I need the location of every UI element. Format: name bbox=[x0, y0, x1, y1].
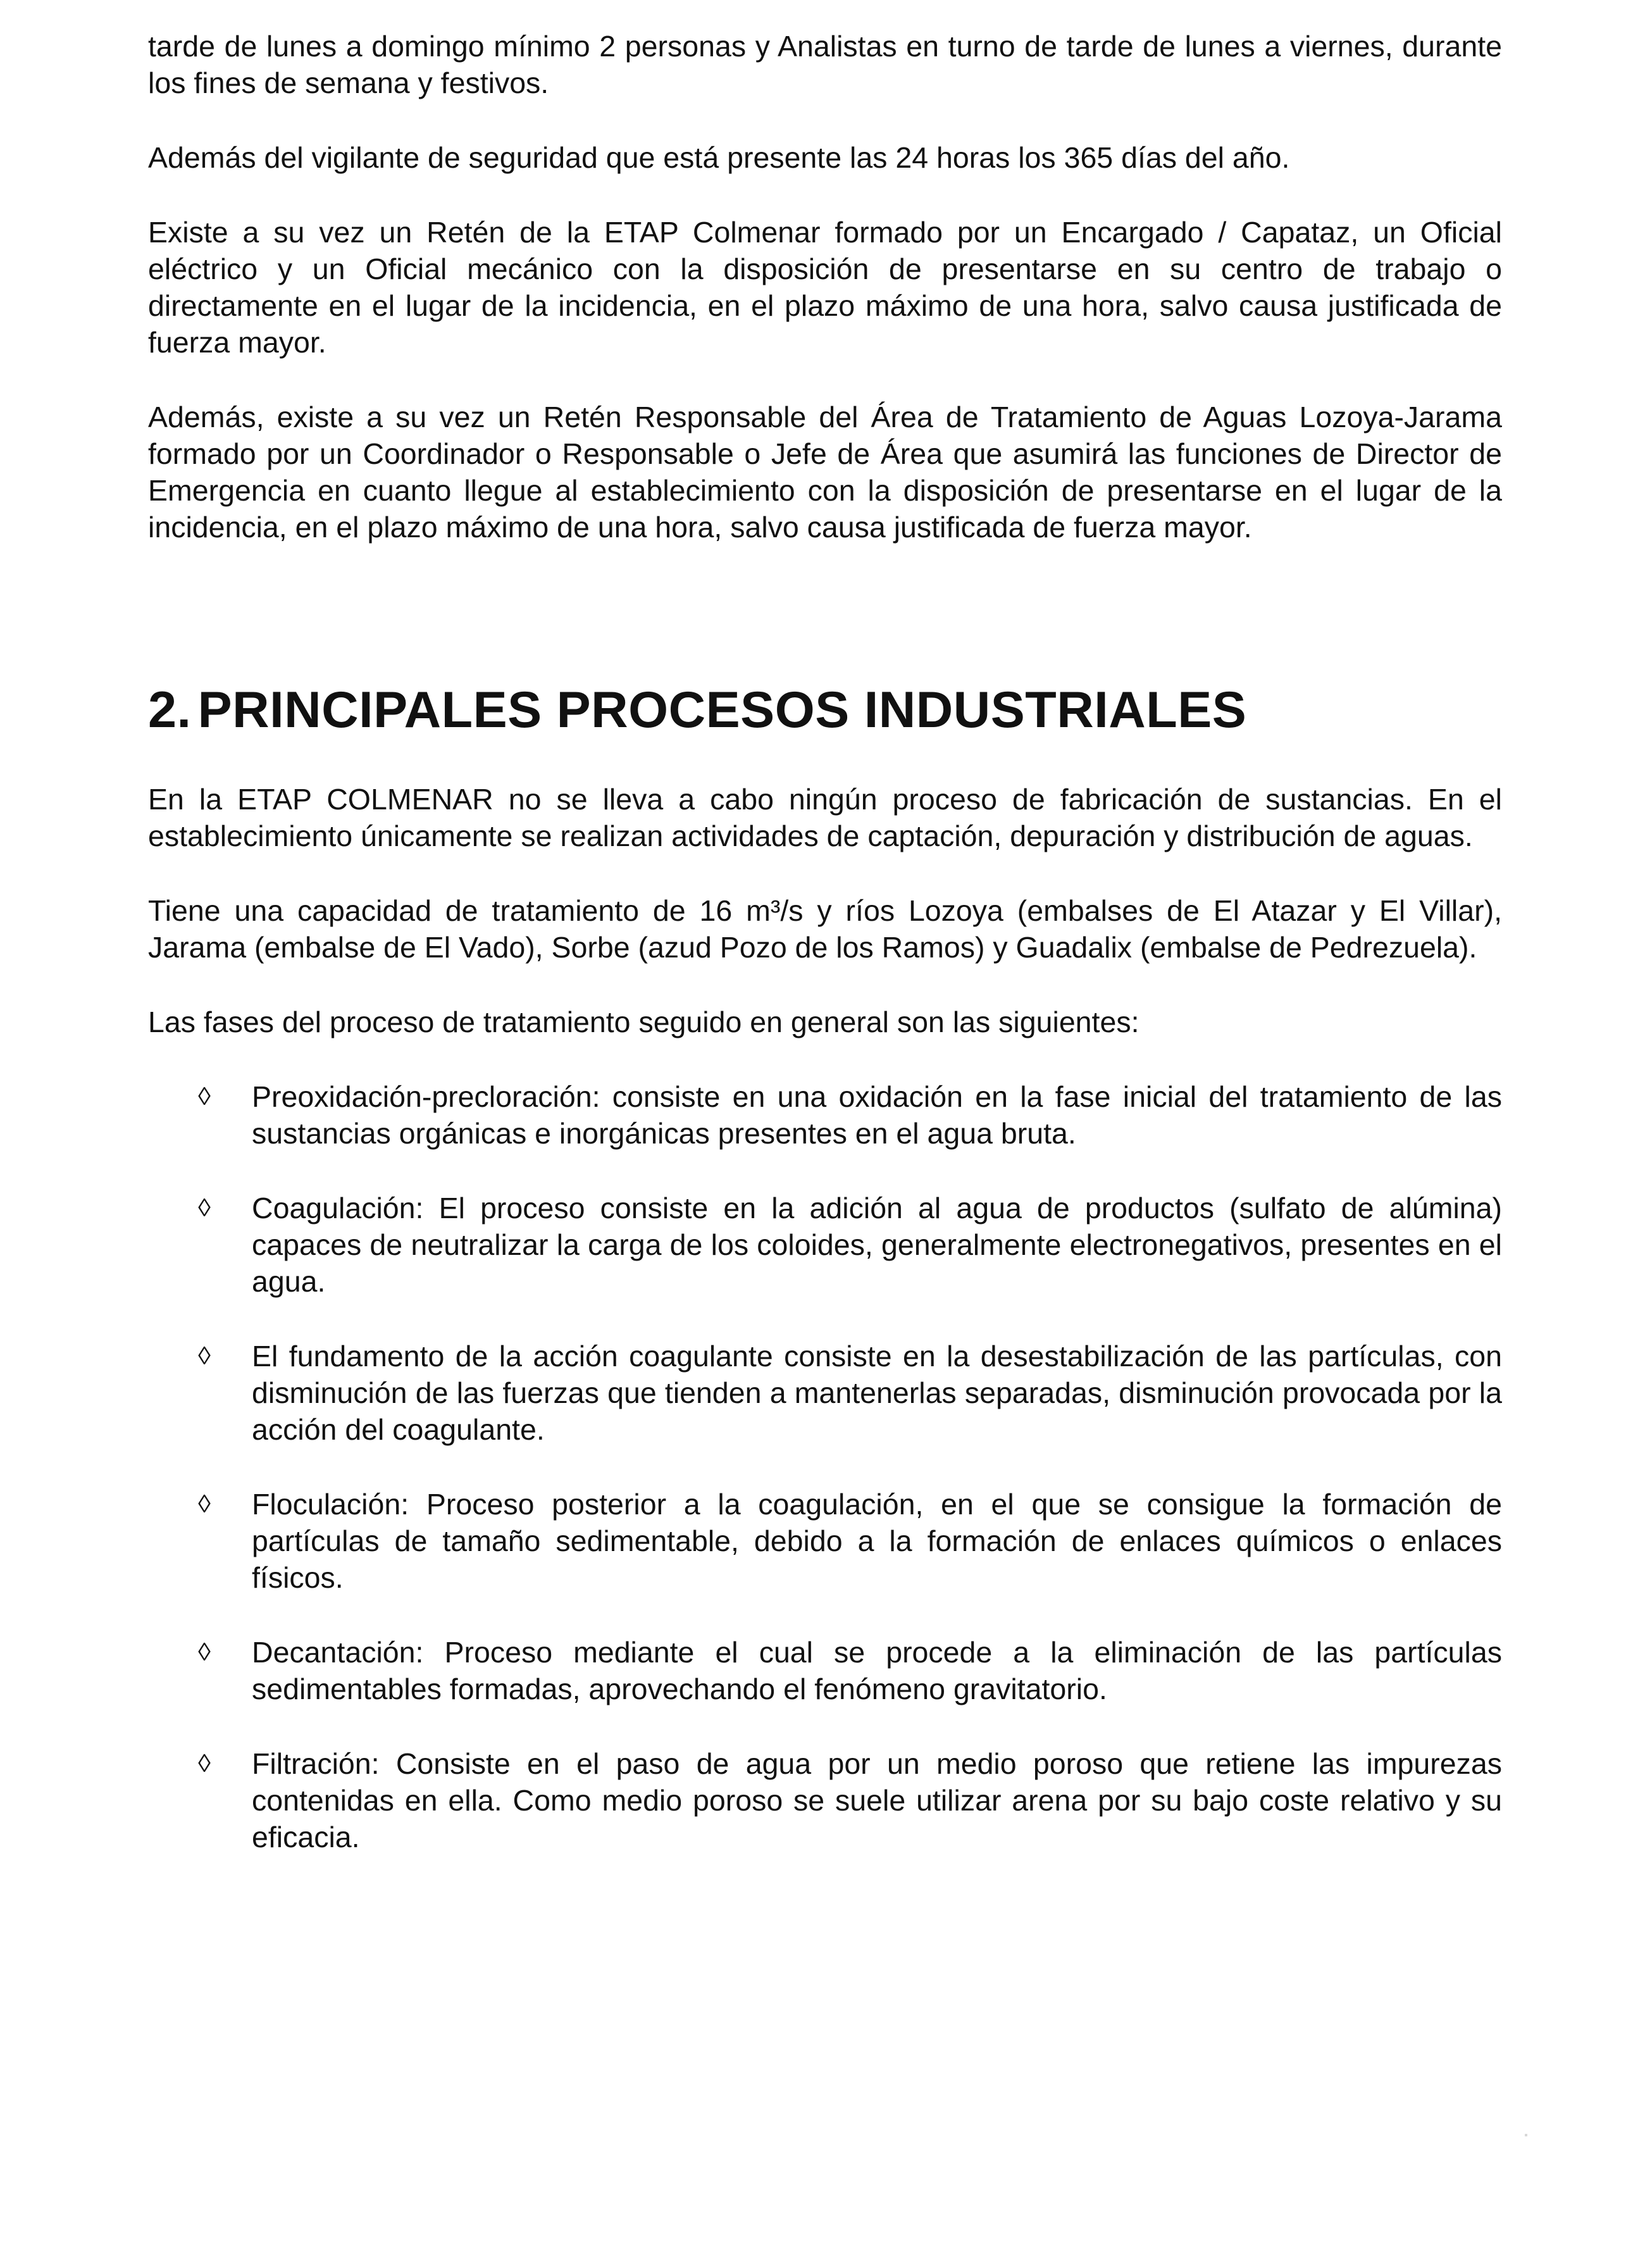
section-paragraph-phases-intro: Las fases del proceso de tratamiento seguido en general son las siguientes: bbox=[148, 1006, 1139, 1038]
intro-paragraph-reten-responsable: Además, existe a su vez un Retén Responsable del Área de Tratamiento de Aguas Lozoya-Jarama formado por un Coordinador o Responsable o Jefe de Área que asumirá las funciones de Director de Emergencia en cuanto llegue al establecimiento con la disposición de presentarse en el lugar de la incidencia, en el plazo máximo de una hora, salvo causa justificada de fuerza mayor. bbox=[148, 401, 1502, 544]
list-item bbox=[148, 1190, 1502, 1300]
section-number: 2. bbox=[148, 682, 192, 738]
phase-text: Decantación: Proceso mediante el cual se procede a la eliminación de las partículas sedimentables formadas, aprovechando el fenómeno gravitatorio. bbox=[252, 1636, 1502, 1705]
section-heading bbox=[148, 678, 1502, 742]
phase-text: Floculación: Proceso posterior a la coagulación, en el que se consigue la formación de partículas de tamaño sedimentable, debido a la formación de enlaces químicos o enlaces físicos. bbox=[252, 1488, 1502, 1594]
intro-paragraph-security-guard: Además del vigilante de seguridad que está presente las 24 horas los 365 días del año. bbox=[148, 141, 1290, 174]
list-item bbox=[148, 1078, 1502, 1152]
diamond-bullet-icon: ◊ bbox=[198, 1342, 211, 1370]
phase-text: El fundamento de la acción coagulante consiste en la desestabilización de las partículas, con disminución de las fuerzas que tienden a mantenerlas separadas, disminución provocada por la acción del coagulante. bbox=[252, 1340, 1502, 1446]
phases-list bbox=[148, 1078, 1502, 1855]
phase-text: Filtración: Consiste en el paso de agua por un medio poroso que retiene las impurezas contenidas en ella. Como medio poroso se suele utilizar arena por su bajo coste relativo y su eficacia. bbox=[252, 1747, 1502, 1854]
intro-paragraph-shifts: tarde de lunes a domingo mínimo 2 personas y Analistas en turno de tarde de lunes a viernes, durante los fines de semana y festivos. bbox=[148, 30, 1502, 99]
diamond-bullet-icon: ◊ bbox=[198, 1490, 211, 1518]
phase-text: Preoxidación-precloración: consiste en una oxidación en la fase inicial del tratamiento de las sustancias orgánicas e inorgánicas presentes en el agua bruta. bbox=[252, 1080, 1502, 1150]
section-paragraph-capacity: Tiene una capacidad de tratamiento de 16 m³/s y ríos Lozoya (embalses de El Atazar y El Villar), Jarama (embalse de El Vado), Sorbe (azud Pozo de los Ramos) y Guadalix (embalse de Pedrezuela). bbox=[148, 894, 1502, 964]
document-page bbox=[148, 28, 1502, 1893]
diamond-bullet-icon: ◊ bbox=[198, 1194, 211, 1222]
list-item bbox=[148, 1338, 1502, 1448]
phase-text: Coagulación: El proceso consiste en la adición al agua de productos (sulfato de alúmina) capaces de neutralizar la carga de los coloides, generalmente electronegativos, presentes en el agua. bbox=[252, 1192, 1502, 1298]
list-item bbox=[148, 1634, 1502, 1707]
section-paragraph-no-manufacturing: En la ETAP COLMENAR no se lleva a cabo ningún proceso de fabricación de sustancias. En el establecimiento únicamente se realizan actividades de captación, depuración y distribución de aguas. bbox=[148, 783, 1502, 852]
list-item bbox=[148, 1486, 1502, 1596]
scan-speck bbox=[1525, 2134, 1527, 2136]
section-title: PRINCIPALES PROCESOS INDUSTRIALES bbox=[197, 682, 1247, 738]
list-item bbox=[148, 1745, 1502, 1855]
diamond-bullet-icon: ◊ bbox=[198, 1083, 211, 1111]
intro-paragraph-reten-etap: Existe a su vez un Retén de la ETAP Colmenar formado por un Encargado / Capataz, un Oficial eléctrico y un Oficial mecánico con la disposición de presentarse en su centro de trabajo o directamente en el lugar de la incidencia, en el plazo máximo de una hora, salvo causa justificada de fuerza mayor. bbox=[148, 216, 1502, 359]
diamond-bullet-icon: ◊ bbox=[198, 1638, 211, 1666]
diamond-bullet-icon: ◊ bbox=[198, 1750, 211, 1778]
